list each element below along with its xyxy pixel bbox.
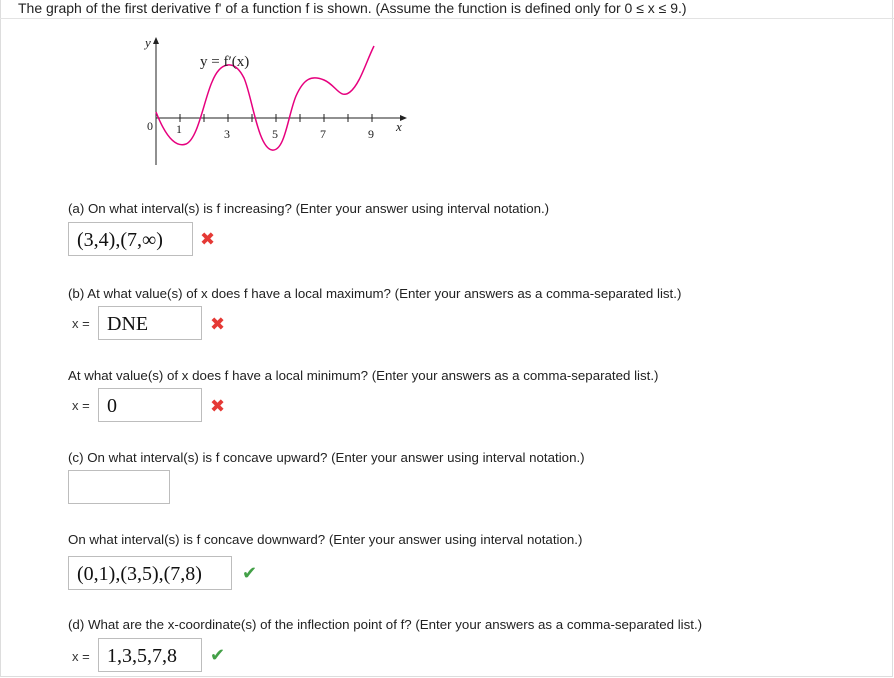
question-a: (a) On what interval(s) is f increasing? (Enter your answer using interval notation.) (68, 201, 550, 216)
tick-label-9: 9 (368, 127, 374, 141)
y-axis-label: y (145, 35, 151, 50)
origin-label: 0 (147, 119, 153, 133)
answer-c-down-field[interactable]: (0,1),(3,5),(7,8) (68, 556, 232, 590)
answer-a-field[interactable]: (3,4),(7,∞) (68, 222, 193, 256)
x-equals-label-b: x = (72, 316, 90, 331)
derivative-graph (130, 30, 420, 170)
question-d: (d) What are the x-coordinate(s) of the inflection point of f? (Enter your answers as a comma-separated list.) (68, 617, 703, 632)
wrong-icon-b-max: ✖ (210, 314, 226, 334)
answer-b-max-field[interactable]: DNE (98, 306, 202, 340)
answer-c-up-field[interactable] (68, 470, 170, 504)
problem-statement: The graph of the first derivative f' of a function f is shown. (Assume the function is defined only for 0 ≤ x ≤ 9.) (18, 0, 687, 16)
correct-icon-d: ✔ (210, 645, 226, 665)
wrong-icon-b-min: ✖ (210, 396, 226, 416)
derivative-curve (156, 46, 374, 150)
x-equals-label-b-min: x = (72, 398, 90, 413)
correct-icon-c-down: ✔ (242, 563, 258, 583)
question-b-max: (b) At what value(s) of x does f have a local maximum? (Enter your answers as a comma-separated list.) (68, 286, 682, 301)
tick-label-3: 3 (224, 127, 230, 141)
question-c-up: (c) On what interval(s) is f concave upward? (Enter your answer using interval notation.) (68, 450, 585, 465)
function-label: y = f′(x) (200, 54, 250, 70)
answer-d-field[interactable]: 1,3,5,7,8 (98, 638, 202, 672)
question-b-min: At what value(s) of x does f have a local minimum? (Enter your answers as a comma-separated list.) (68, 368, 659, 383)
question-c-down: On what interval(s) is f concave downward? (Enter your answer using interval notation.) (68, 532, 583, 547)
wrong-icon-a: ✖ (200, 229, 216, 249)
tick-label-5: 5 (272, 127, 278, 141)
x-equals-label-d: x = (72, 649, 90, 664)
x-axis-label: x (396, 119, 402, 134)
tick-label-7: 7 (320, 127, 326, 141)
tick-label-1: 1 (176, 122, 182, 136)
answer-b-min-field[interactable]: 0 (98, 388, 202, 422)
